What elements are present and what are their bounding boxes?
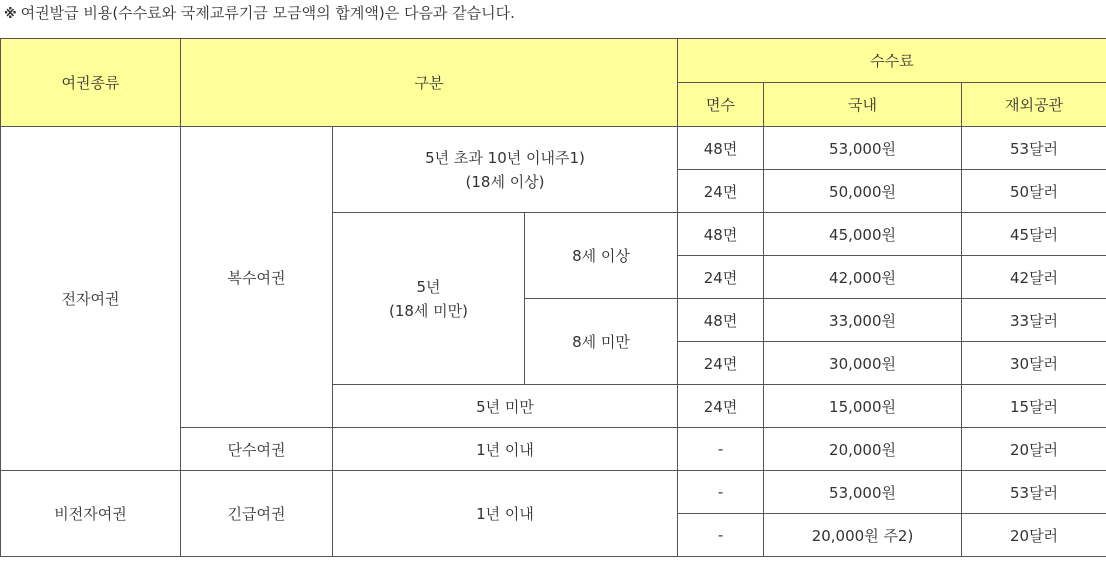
cell-pages: 48면	[678, 299, 764, 342]
cell-pages: 24면	[678, 385, 764, 428]
cell-domestic: 53,000원	[764, 127, 962, 170]
table-row	[1, 471, 1106, 514]
validity-5y-label: 5년	[416, 277, 441, 296]
age-under-8: 8세 미만	[525, 299, 678, 385]
category-single: 단수여권	[181, 428, 333, 471]
cell-domestic: 30,000원	[764, 342, 962, 385]
header-passport-type: 여권종류	[1, 39, 181, 127]
cell-overseas: 53달러	[962, 471, 1106, 514]
cell-overseas: 50달러	[962, 170, 1106, 213]
header-fee: 수수료	[678, 39, 1106, 83]
validity-5y-age: (18세 미만)	[388, 301, 469, 320]
cell-pages: 24면	[678, 256, 764, 299]
cell-domestic: 33,000원	[764, 299, 962, 342]
passport-fee-table	[0, 38, 1106, 557]
category-multiple: 복수여권	[181, 127, 333, 428]
cell-overseas: 30달러	[962, 342, 1106, 385]
cell-pages: -	[678, 428, 764, 471]
cell-domestic: 50,000원	[764, 170, 962, 213]
validity-under-5-years: 5년 미만	[333, 385, 678, 428]
reference-mark: ※	[4, 7, 17, 22]
validity-5to10-age: (18세 이상)	[465, 172, 545, 191]
cell-pages: 24면	[678, 170, 764, 213]
validity-within-1-year: 1년 이내	[333, 428, 678, 471]
table-row	[1, 127, 1106, 170]
type-non-electronic: 비전자여권	[1, 471, 181, 557]
cell-domestic: 20,000원	[764, 428, 962, 471]
cell-overseas: 45달러	[962, 213, 1106, 256]
header-pages: 면수	[678, 83, 764, 127]
cell-overseas: 42달러	[962, 256, 1106, 299]
validity-5-years	[333, 213, 525, 385]
cell-domestic: 53,000원	[764, 471, 962, 514]
validity-5to10-years	[333, 127, 678, 213]
header-domestic: 국내	[764, 83, 962, 127]
header-row-1	[1, 39, 1106, 83]
age-8-and-over: 8세 이상	[525, 213, 678, 299]
cell-pages: 24면	[678, 342, 764, 385]
category-emergency: 긴급여권	[181, 471, 333, 557]
validity-within-1-year-emergency: 1년 이내	[333, 471, 678, 557]
cell-pages: -	[678, 514, 764, 557]
fee-note	[4, 0, 515, 26]
type-electronic: 전자여권	[1, 127, 181, 471]
header-category: 구분	[181, 39, 678, 127]
cell-domestic: 15,000원	[764, 385, 962, 428]
cell-overseas: 53달러	[962, 127, 1106, 170]
cell-overseas: 20달러	[962, 428, 1106, 471]
header-overseas: 재외공관	[962, 83, 1106, 127]
cell-domestic: 45,000원	[764, 213, 962, 256]
cell-domestic: 42,000원	[764, 256, 962, 299]
cell-pages: 48면	[678, 127, 764, 170]
cell-pages: -	[678, 471, 764, 514]
cell-overseas: 20달러	[962, 514, 1106, 557]
cell-pages: 48면	[678, 213, 764, 256]
cell-overseas: 33달러	[962, 299, 1106, 342]
cell-overseas: 15달러	[962, 385, 1106, 428]
cell-domestic: 20,000원 주2)	[764, 514, 962, 557]
validity-5to10-label: 5년 초과 10년 이내주1)	[425, 148, 585, 167]
fee-note-text: 여권발급 비용(수수료와 국제교류기금 모금액의 합계액)은 다음과 같습니다.	[20, 4, 515, 22]
